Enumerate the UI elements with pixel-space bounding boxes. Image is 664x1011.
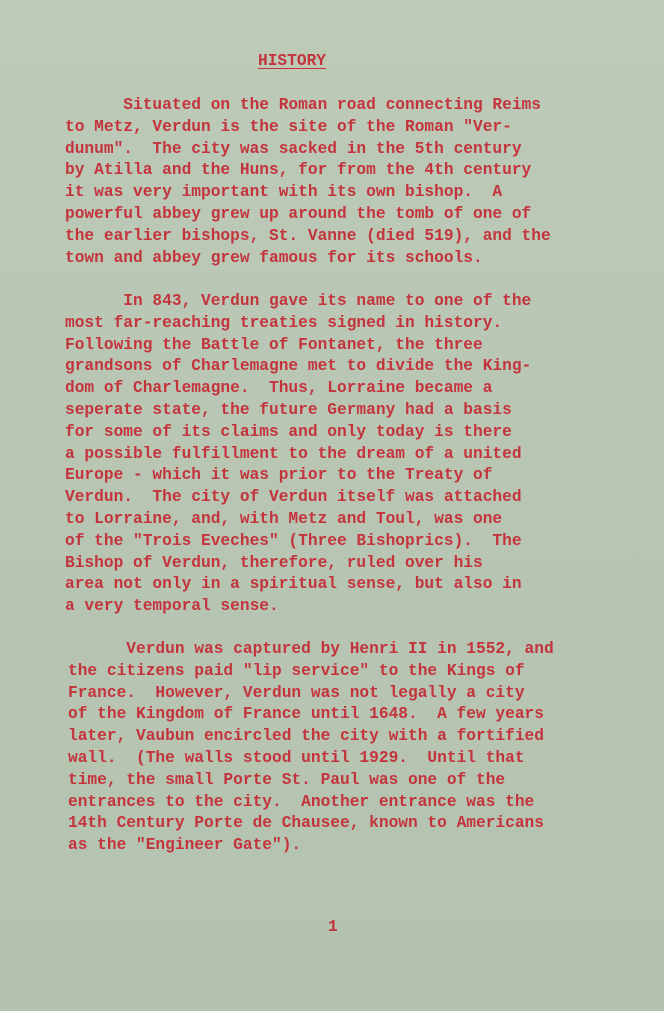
text-line: grandsons of Charlemagne met to divide the King- xyxy=(65,357,532,376)
text-line: most far-reaching treaties signed in history. xyxy=(65,313,503,332)
text-line: the earlier bishops, St. Vanne (died 519), and the xyxy=(65,226,551,245)
text-line: of the Kingdom of France until 1648. A few years xyxy=(68,705,544,724)
text-line: town and abbey grew famous for its schools. xyxy=(65,248,483,267)
text-line: a very temporal sense. xyxy=(65,597,279,616)
text-line: time, the small Porte St. Paul was one of the xyxy=(68,770,506,789)
text-line: it was very important with its own bishop. A xyxy=(65,183,503,202)
text-line: to Metz, Verdun is the site of the Roman "Ver- xyxy=(65,117,512,136)
text-line: a possible fulfillment to the dream of a united xyxy=(65,444,522,463)
text-line: the citizens paid "lip service" to the Kings of xyxy=(68,661,525,680)
text-line: France. However, Verdun was not legally a city xyxy=(68,683,525,702)
text-line: Verdun. The city of Verdun itself was attached xyxy=(65,488,522,507)
text-line: for some of its claims and only today is there xyxy=(65,422,512,441)
text-line: In 843, Verdun gave its name to one of the xyxy=(65,292,532,310)
text-line: as the "Engineer Gate"). xyxy=(68,836,302,855)
text-line: entrances to the city. Another entrance was the xyxy=(68,792,535,811)
text-line: dunum". The city was sacked in the 5th century xyxy=(65,139,522,158)
text-line: to Lorraine, and, with Metz and Toul, was one xyxy=(65,510,503,528)
text-line: wall. (The walls stood until 1929. Until that xyxy=(68,749,525,767)
text-line: 14th Century Porte de Chausee, known to Americans xyxy=(68,814,544,833)
text-line: Europe - which it was prior to the Treaty of xyxy=(65,466,493,485)
text-line: dom of Charlemagne. Thus, Lorraine became a xyxy=(65,379,493,398)
text-line: later, Vaubun encircled the city with a fortified xyxy=(68,727,544,746)
text-line: Following the Battle of Fontanet, the three xyxy=(65,335,483,354)
text-line: by Atilla and the Huns, for from the 4th century xyxy=(65,161,532,180)
text-line: Situated on the Roman road connecting Reims xyxy=(65,96,541,114)
page-number: 1 xyxy=(328,918,338,936)
text-line: area not only in a spiritual sense, but also in xyxy=(65,575,522,594)
text-line: Bishop of Verdun, therefore, ruled over his xyxy=(65,553,483,572)
page-title: HISTORY xyxy=(258,52,326,70)
text-line: Verdun was captured by Henri II in 1552, and xyxy=(68,640,554,658)
text-line: seperate state, the future Germany had a basis xyxy=(65,401,512,419)
text-line: powerful abbey grew up around the tomb of one of xyxy=(65,205,532,223)
text-line: of the "Trois Eveches" (Three Bishoprics). The xyxy=(65,531,522,550)
